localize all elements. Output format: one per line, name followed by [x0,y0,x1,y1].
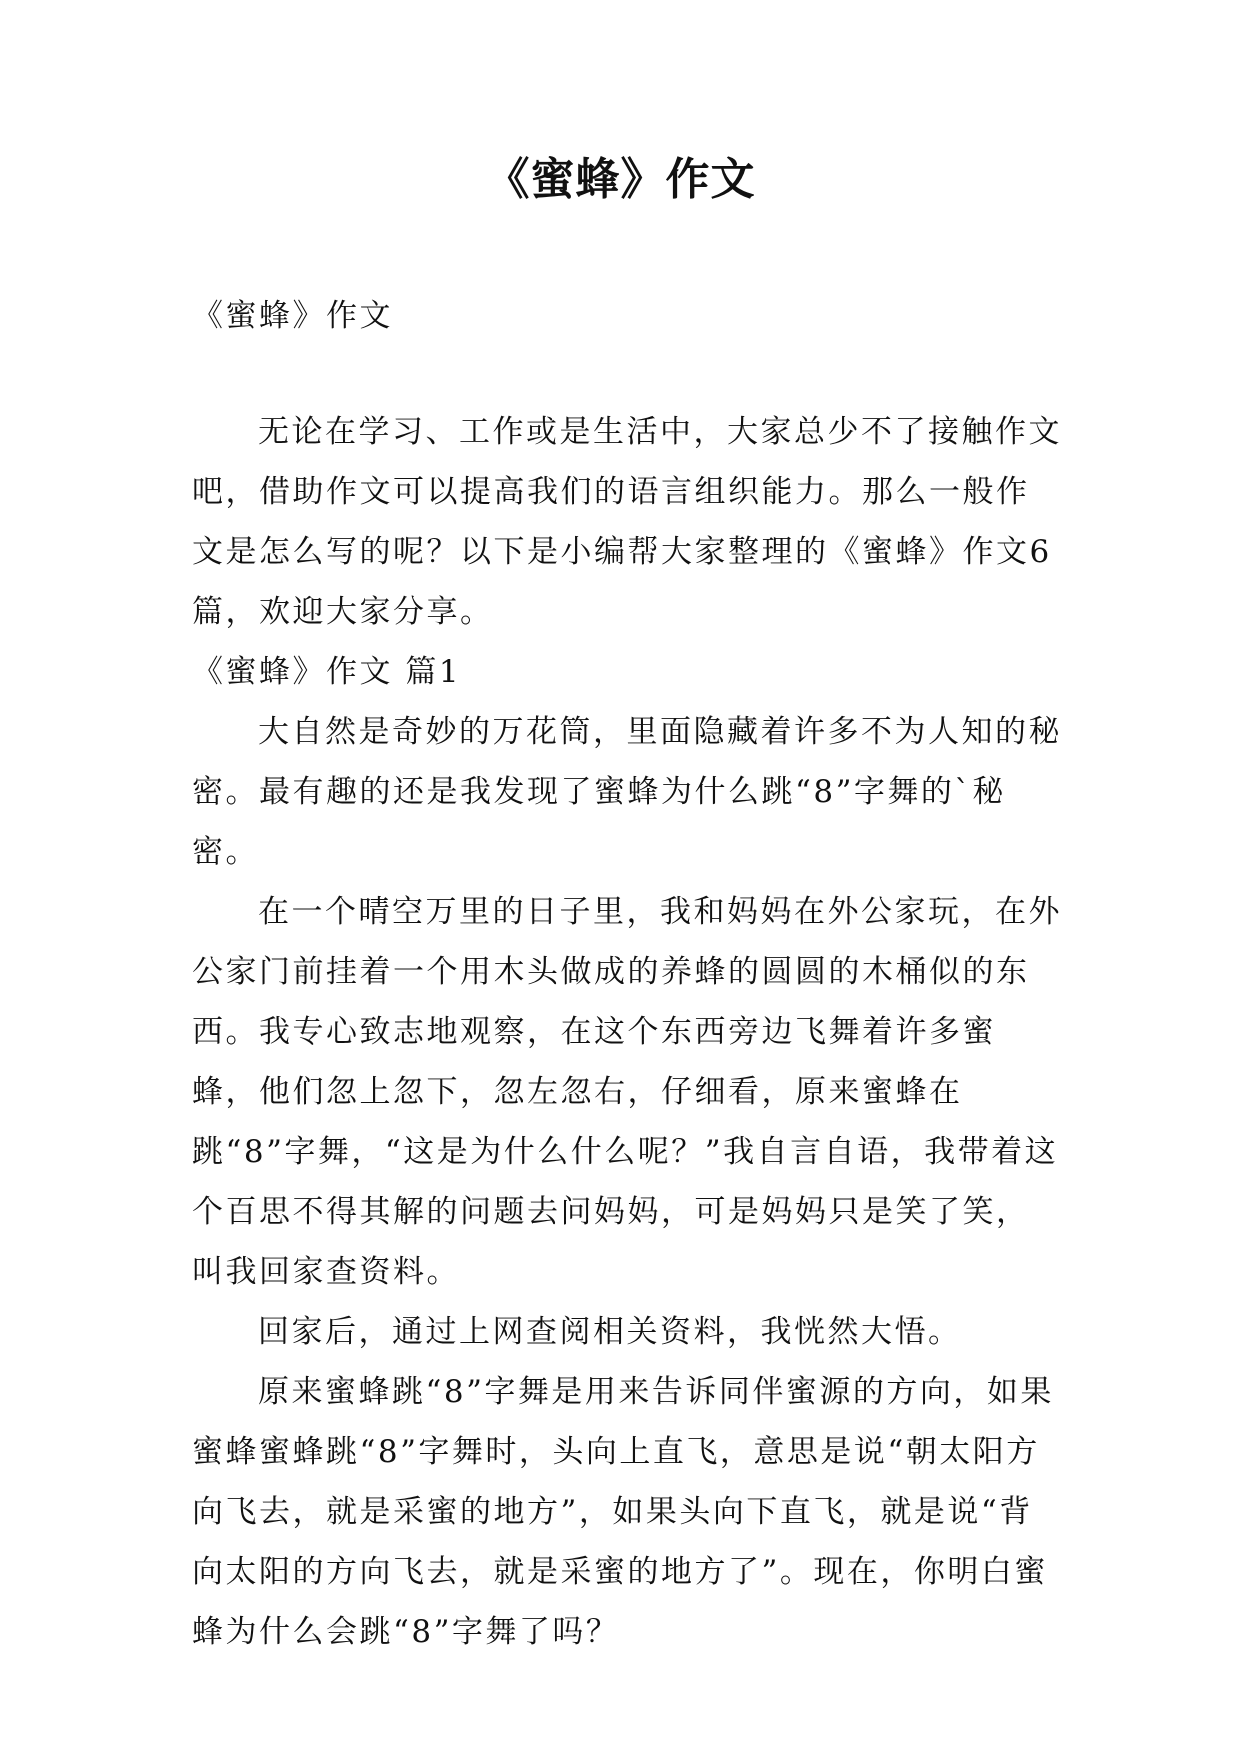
intro-paragraph: 无论在学习、工作或是生活中，大家总少不了接触作文吧，借助作文可以提高我们的语言组织能力。那么一般作文是怎么写的呢？以下是小编帮大家整理的《蜜蜂》作文6篇，欢迎大家分享。 [192,414,1062,630]
body-paragraph: 大自然是奇妙的万花筒，里面隐藏着许多不为人知的秘密。最有趣的还是我发现了蜜蜂为什么跳“8”字舞的`秘密。 [192,714,1062,870]
body-paragraph: 原来蜜蜂跳“8”字舞是用来告诉同伴蜜源的方向，如果蜜蜂蜜蜂跳“8”字舞时，头向上直飞，意思是说“朝太阳方向飞去，就是采蜜的地方”，如果头向下直飞，就是说“背向太阳的方向飞去，就是采蜜的地方了”。现在，你明白蜜蜂为什么会跳“8”字舞了吗？ [192,1374,1054,1650]
document-title: 《蜜蜂》作文 [485,154,756,205]
document-subtitle: 《蜜蜂》作文 [192,298,393,334]
body-paragraph: 回家后，通过上网查阅相关资料，我恍然大悟。 [258,1314,962,1350]
document-body [192,402,1062,1662]
body-paragraph: 在一个晴空万里的日子里，我和妈妈在外公家玩，在外公家门前挂着一个用木头做成的养蜂的圆圆的木桶似的东西。我专心致志地观察，在这个东西旁边飞舞着许多蜜蜂，他们忽上忽下，忽左忽右，仔细看，原来蜜蜂在跳“8”字舞，“这是为什么什么呢？”我自言自语，我带着这个百思不得其解的问题去问妈妈，可是妈妈只是笑了笑，叫我回家查资料。 [192,894,1062,1290]
section-heading: 《蜜蜂》作文 篇1 [192,654,462,690]
